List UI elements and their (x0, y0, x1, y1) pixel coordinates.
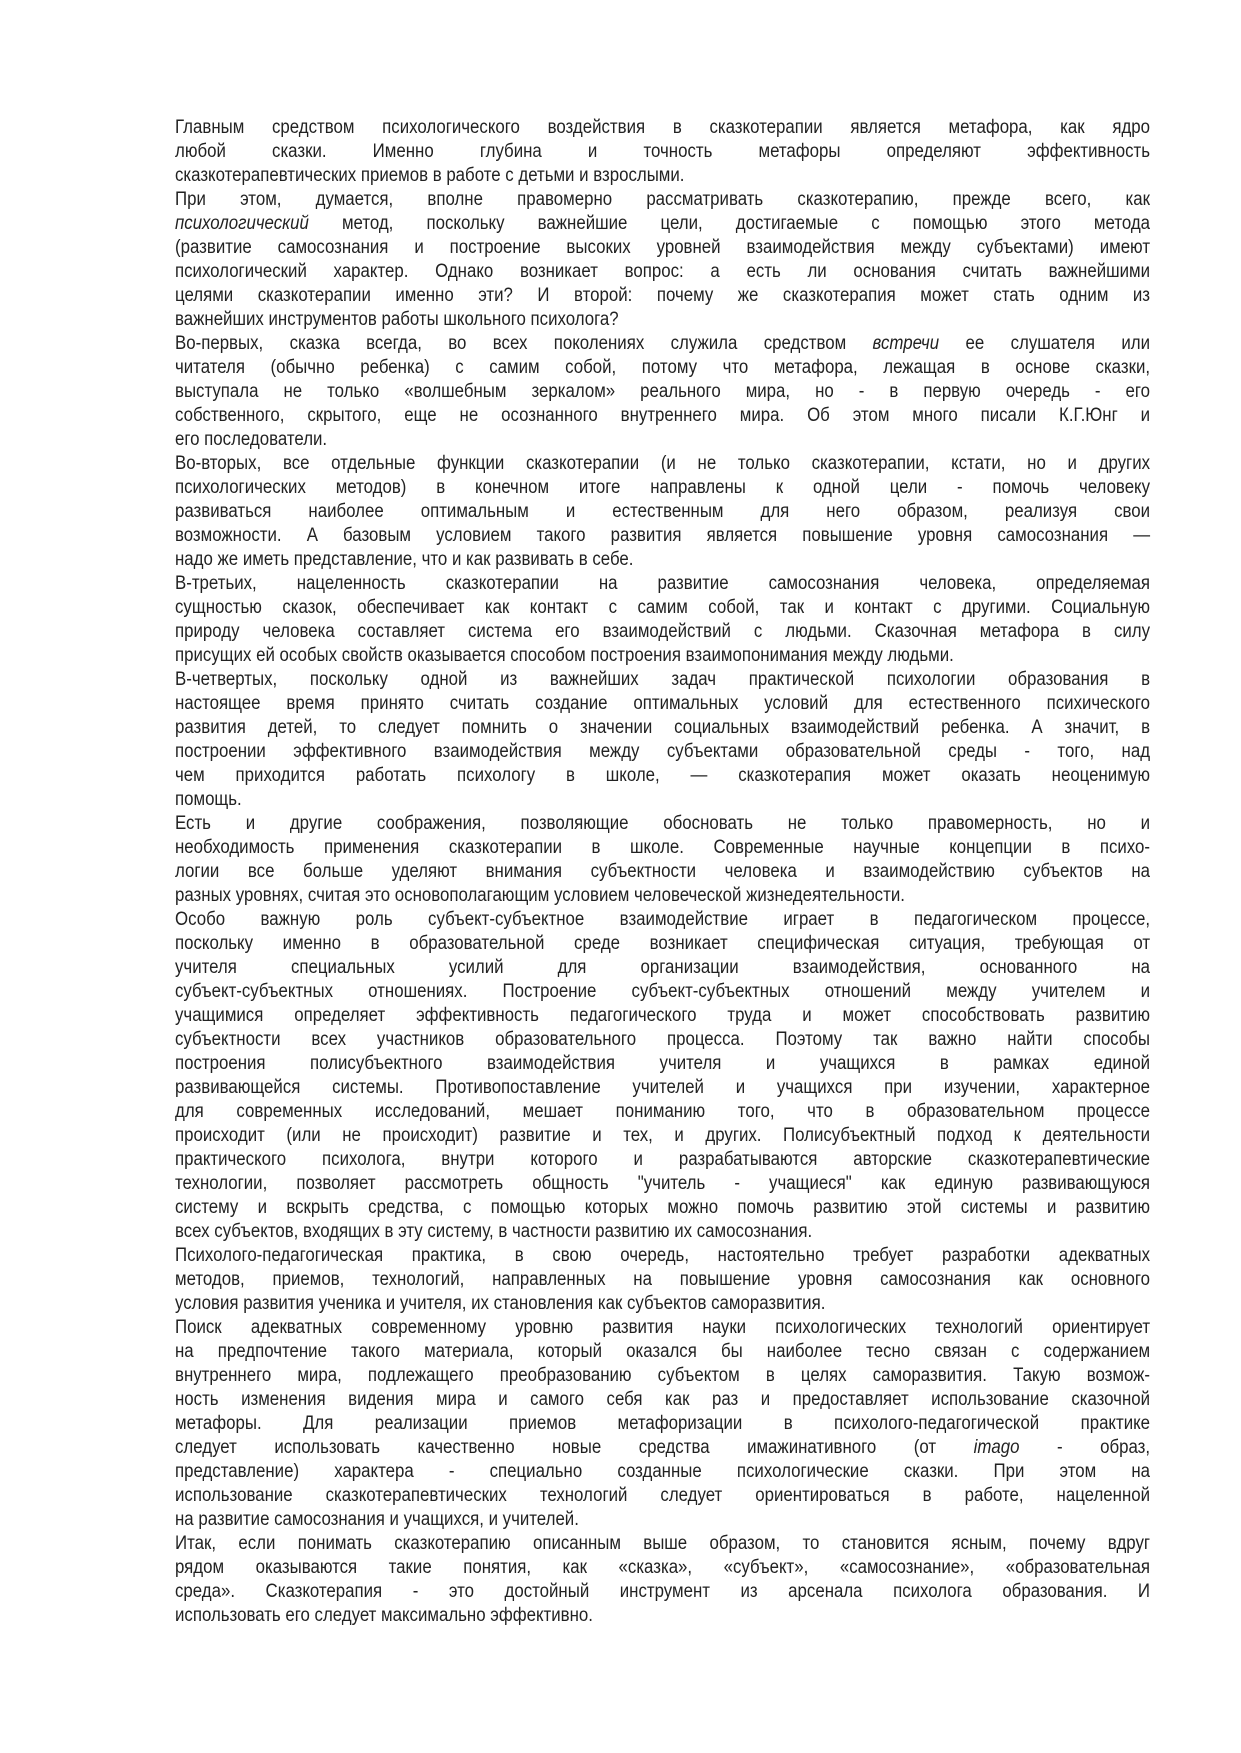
text-line: систему и вскрыть средства, с помощью которых можно помочь развитию этой системы и развитию (175, 1197, 1151, 1218)
text-line (175, 212, 1150, 236)
text-segment: Во-первых, сказка всегда, во всех поколениях служила средством (175, 333, 873, 354)
text-line: сказкотерапевтических приемов в работе с детьми и взрослыми. (175, 165, 685, 186)
text-line: рядом оказываются такие понятия, как «сказка», «субъект», «самосознание», «образовательная (175, 1557, 1151, 1578)
text-line: среда». Сказкотерапия - это достойный инструмент из арсенала психолога образования. И (175, 1581, 1151, 1602)
paragraph (175, 452, 1150, 572)
text-line: собственного, скрытого, еще не осознанного внутреннего мира. Об этом много писали К.Г.Юнг и (175, 405, 1151, 426)
text-line: ность изменения видения мира и самого себя как раз и предоставляет использование сказочной (175, 1389, 1151, 1410)
text-line: настоящее время принято считать создание оптимальных условий для естественного психического (175, 693, 1151, 714)
text-line: субъектности всех участников образовательного процесса. Поэтому так важно найти способы (175, 1029, 1151, 1050)
text-line: построения полисубъектного взаимодействия учителя и учащихся в рамках единой (175, 1053, 1151, 1074)
text-line: присущих ей особых свойств оказывается способом построения взаимопонимания между людьми. (175, 645, 954, 666)
text-line: Поиск адекватных современному уровню развития науки психологических технологий ориентирует (175, 1317, 1151, 1338)
text-line: возможности. А базовым условием такого развития является повышение уровня самосознания — (175, 525, 1151, 546)
text-line: использовать его следует максимально эффективно. (175, 1605, 593, 1626)
text-line: для современных исследований, мешает пониманию того, что в образовательном процессе (175, 1101, 1151, 1122)
text-line: учащимися определяет эффективность педагогического труда и может способствовать развитию (175, 1005, 1151, 1026)
text-line: происходит (или не происходит) развитие и тех, и других. Полисубъектный подход к деятельности (175, 1125, 1151, 1146)
text-line: субъект-субъектных отношениях. Построение субъект-субъектных отношений между учителем и (175, 981, 1151, 1002)
text-line: (развитие самосознания и построение высоких уровней взаимодействия между субъектами) имеют (175, 237, 1151, 258)
text-line: практического психолога, внутри которого и разрабатываются авторские сказкотерапевтические (175, 1149, 1151, 1170)
text-line: надо же иметь представление, что и как развивать в себе. (175, 549, 634, 570)
text-line: развития детей, то следует помнить о значении социальных взаимодействий ребенка. А значит, в (175, 717, 1151, 738)
paragraph (175, 116, 1150, 188)
text-line: помощь. (175, 789, 242, 810)
text-line: необходимость применения сказкотерапии в школе. Современные научные концепции в психо- (175, 837, 1151, 858)
text-line: метафоры. Для реализации приемов метафоризации в психолого-педагогической практике (175, 1413, 1151, 1434)
text-line: технологии, позволяет рассмотреть общность "учитель - учащиеся" как единую развивающуюся (175, 1173, 1151, 1194)
italic-text: imago (973, 1437, 1020, 1458)
text-line: построении эффективного взаимодействия между субъектами образовательной среды - того, над (175, 741, 1151, 762)
paragraph (175, 1532, 1150, 1628)
text-line: поскольку именно в образовательной среде возникает специфическая ситуация, требующая от (175, 933, 1151, 954)
paragraph (175, 812, 1150, 908)
paragraph (175, 572, 1150, 668)
text-line: природу человека составляет система его взаимодействий с людьми. Сказочная метафора в силу (175, 621, 1151, 642)
text-line: сущностью сказок, обеспечивает как контакт с самим собой, так и контакт с другими. Социальную (175, 597, 1151, 618)
text-line: целями сказкотерапии именно эти? И второй: почему же сказкотерапия может стать одним из (175, 285, 1151, 306)
paragraph (175, 188, 1150, 332)
text-line: всех субъектов, входящих в эту систему, в частности развитию их самосознания. (175, 1221, 813, 1242)
paragraph (175, 668, 1150, 812)
document-body (175, 116, 1150, 1628)
text-line: Главным средством психологического воздействия в сказкотерапии является метафора, как ядро (175, 117, 1151, 138)
text-line: В-третьих, нацеленность сказкотерапии на развитие самосознания человека, определяемая (175, 573, 1151, 594)
italic-text: встречи (872, 333, 940, 354)
text-line: В-четвертых, поскольку одной из важнейших задач практической психологии образования в (175, 669, 1151, 690)
text-line: чем приходится работать психологу в школе, — сказкотерапия может оказать неоценимую (175, 765, 1151, 786)
text-line: Психолого-педагогическая практика, в свою очередь, настоятельно требует разработки адекватных (175, 1245, 1151, 1266)
paragraph (175, 332, 1150, 452)
paragraph (175, 1316, 1150, 1532)
text-line: любой сказки. Именно глубина и точность метафоры определяют эффективность (175, 141, 1151, 162)
text-line: Есть и другие соображения, позволяющие обосновать не только правомерность, но и (175, 813, 1151, 834)
text-line: на развитие самосознания и учащихся, и учителей. (175, 1509, 579, 1530)
text-line (175, 332, 1150, 356)
text-line: методов, приемов, технологий, направленных на повышение уровня самосознания как основного (175, 1269, 1151, 1290)
italic-text: психологический (175, 213, 309, 234)
text-line: представление) характера - специально созданные психологические сказки. При этом на (175, 1461, 1151, 1482)
text-line: условия развития ученика и учителя, их становления как субъектов саморазвития. (175, 1293, 826, 1314)
text-line: учителя специальных усилий для организации взаимодействия, основанного на (175, 957, 1151, 978)
text-line: психологический характер. Однако возникает вопрос: а есть ли основания считать важнейшими (175, 261, 1151, 282)
text-line: читателя (обычно ребенка) с самим собой, потому что метафора, лежащая в основе сказки, (175, 357, 1151, 378)
text-line: логии все больше уделяют внимания субъектности человека и взаимодействию субъектов на (175, 861, 1151, 882)
text-line: При этом, думается, вполне правомерно рассматривать сказкотерапию, прежде всего, как (175, 189, 1151, 210)
text-line: Особо важную роль субъект-субъектное взаимодействие играет в педагогическом процессе, (175, 909, 1151, 930)
text-line: его последователи. (175, 429, 328, 450)
text-line: выступала не только «волшебным зеркалом» реального мира, но - в первую очередь - его (175, 381, 1151, 402)
text-line (175, 1436, 1150, 1460)
text-line: Итак, если понимать сказкотерапию описанным выше образом, то становится ясным, почему вдруг (175, 1533, 1151, 1554)
text-line: важнейших инструментов работы школьного психолога? (175, 309, 619, 330)
text-segment: - образ, (1019, 1437, 1151, 1458)
text-segment: ее слушателя или (939, 333, 1151, 354)
text-line: разных уровнях, считая это основополагающим условием человеческой жизнедеятельности. (175, 885, 905, 906)
text-line: Во-вторых, все отдельные функции сказкотерапии (и не только сказкотерапии, кстати, но и других (175, 453, 1151, 474)
text-segment: следует использовать качественно новые средства имажинативного (от (175, 1437, 974, 1458)
text-line: использование сказкотерапевтических технологий следует ориентироваться в работе, нацеленной (175, 1485, 1151, 1506)
text-line: внутреннего мира, подлежащего преобразованию субъектом в целях саморазвития. Такую возмож- (175, 1365, 1151, 1386)
text-line: психологических методов) в конечном итоге направлены к одной цели - помочь человеку (175, 477, 1151, 498)
text-segment: метод, поскольку важнейшие цели, достигаемые с помощью этого метода (308, 213, 1151, 234)
text-line: на предпочтение такого материала, который оказался бы наиболее тесно связан с содержанием (175, 1341, 1151, 1362)
text-line: развиваться наиболее оптимальным и естественным для него образом, реализуя свои (175, 501, 1151, 522)
paragraph (175, 1244, 1150, 1316)
paragraph (175, 908, 1150, 1244)
text-line: развивающейся системы. Противопоставление учителей и учащихся при изучении, характерное (175, 1077, 1151, 1098)
